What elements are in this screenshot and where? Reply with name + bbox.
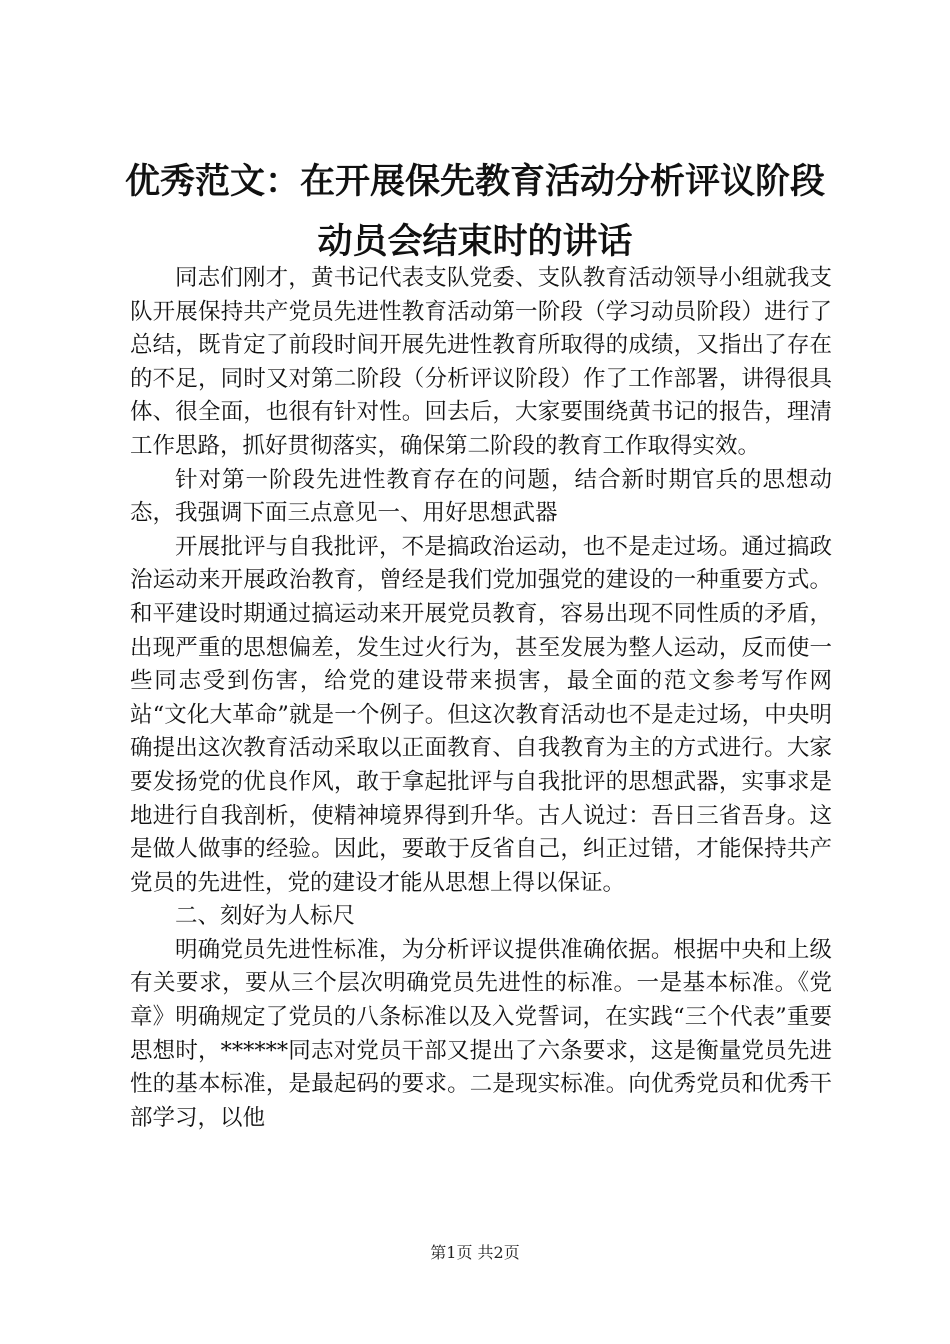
document-title-line-1: 优秀范文：在开展保先教育活动分析评议阶段 <box>124 161 825 202</box>
document-title-line-2: 动员会结束时的讲话 <box>317 221 633 262</box>
paragraph-three-points: 针对第一阶段先进性教育存在的问题，结合新时期官兵的思想动态，我强调下面三点意见一、用好思想武器 <box>130 466 832 527</box>
page-footer: 第1页 共2页 <box>430 1243 520 1262</box>
document-body <box>130 262 832 1135</box>
paragraph-standards: 明确党员先进性标准，为分析评议提供准确依据。根据中央和上级有关要求，要从三个层次明确党员先进性的标准。一是基本标准。《党章》明确规定了党员的八条标准以及入党誓词，在实践“三个代表”重要思想时，******同志对党员干部又提出了六条要求，这是衡量党员先进性的基本标准，是最起码的要求。二是现实标准。向优秀党员和优秀干部学习，以他 <box>130 936 832 1131</box>
paragraph-criticism: 开展批评与自我批评，不是搞政治运动，也不是走过场。通过搞政治运动来开展政治教育，曾经是我们党加强党的建设的一种重要方式。和平建设时期通过搞运动来开展党员教育，容易出现不同性质的矛盾，出现严重的思想偏差，发生过火行为，甚至发展为整人运动，反而使一些同志受到伤害，给党的建设带来损害，最全面的范文参考写作网站“文化大革命”就是一个例子。但这次教育活动也不是走过场，中央明确提出这次教育活动采取以正面教育、自我教育为主的方式进行。大家要发扬党的优良作风，敢于拿起批评与自我批评的思想武器，实事求是地进行自我剖析，使精神境界得到升华。古人说过：吾日三省吾身。这是做人做事的经验。因此，要敢于反省自己，纠正过错，才能保持共产党员的先进性，党的建设才能从思想上得以保证。 <box>130 533 832 896</box>
paragraph-opening: 同志们刚才，黄书记代表支队党委、支队教育活动领导小组就我支队开展保持共产党员先进性教育活动第一阶段（学习动员阶段）进行了总结，既肯定了前段时间开展先进性教育所取得的成绩，又指出了存在的不足，同时又对第二阶段（分析评议阶段）作了工作部署，讲得很具体、很全面，也很有针对性。回去后，大家要围绕黄书记的报告，理清工作思路，抓好贯彻落实，确保第二阶段的教育工作取得实效。 <box>130 265 832 459</box>
section-heading-two: 二、刻好为人标尺 <box>175 903 356 930</box>
